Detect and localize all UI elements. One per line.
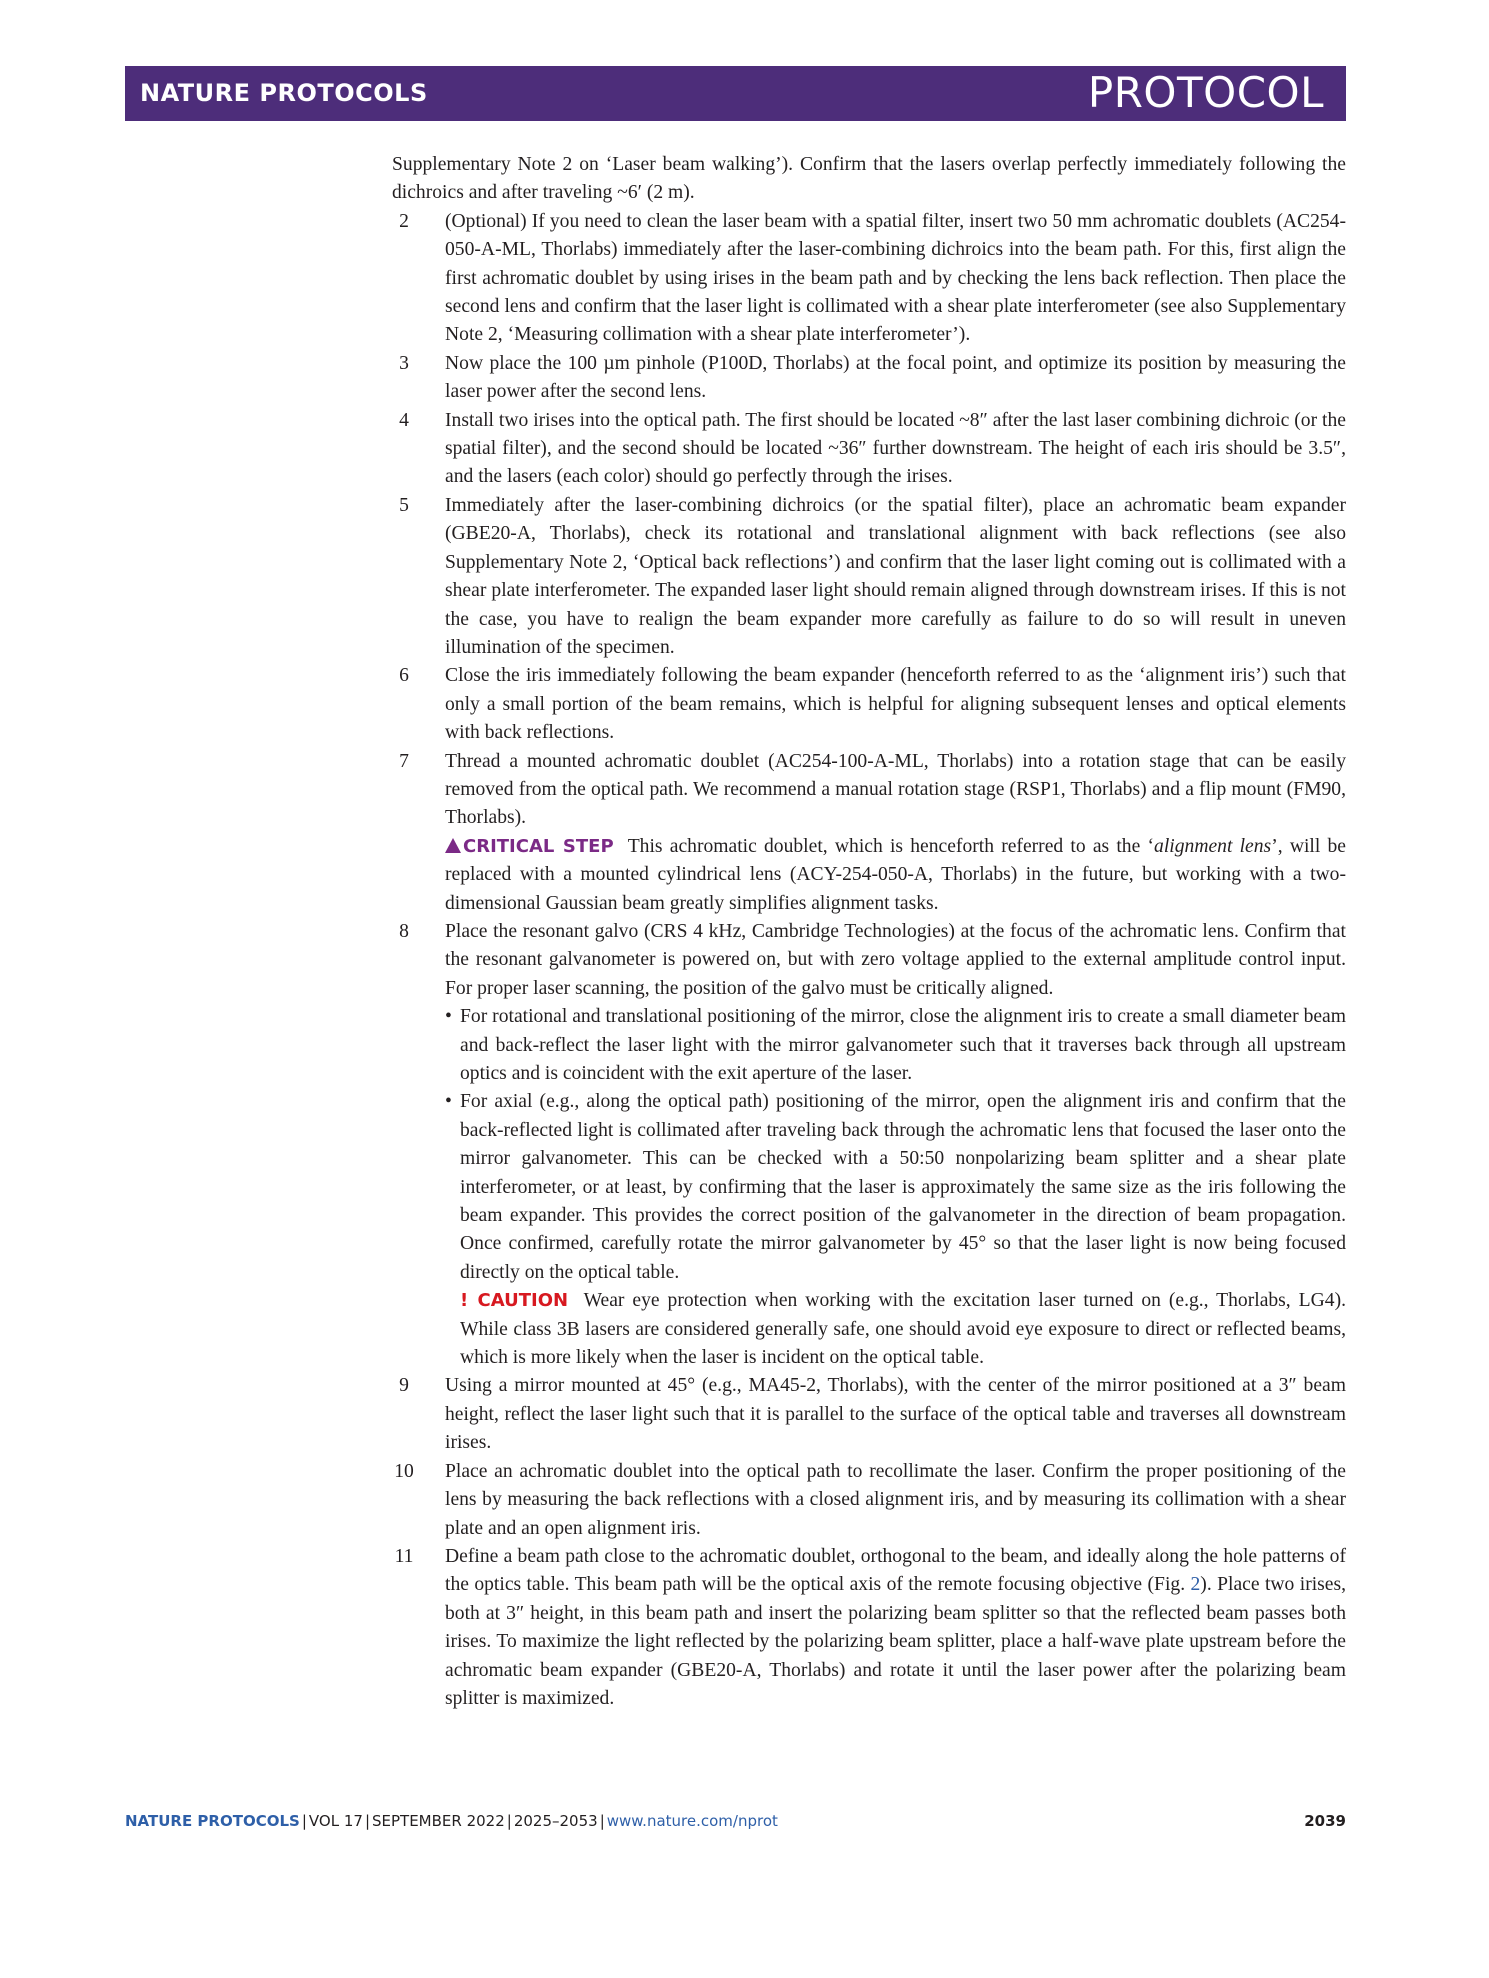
bullet-text: For rotational and translational positioning of the mirror, close the alignment iris to create a small diameter beam and back-reflect the laser light with the mirror galvanometer such that it traverses back through all upstream optics and is coincident with the exit aperture of the laser. [460, 1006, 1346, 1084]
step-text: Install two irises into the optical path. The first should be located ~8″ after the last laser combining dichroic (or the spatial filter), and the second should be located ~36″ further downstream. The height of each iris should be 3.5″, and the lasers (each color) should go perfectly through the irises. [445, 409, 1346, 488]
step-text: Define a beam path close to the achromatic doublet, orthogonal to the beam, and ideally along the hole patterns of the optics table. This beam path will be the optical axis of the remote focusing objective (Fig. 2). Place two irises, both at 3″ height, in this beam path and insert the polarizing beam splitter so that the reflected beam passes both irises. To maximize the light reflected by the polarizing beam splitter, place a half-wave plate upstream before the achromatic beam expander (GBE20-A, Thorlabs) and rotate it until the laser power after the polarizing beam splitter is maximized. [445, 1545, 1347, 1709]
continued-paragraph: Supplementary Note 2 on ‘Laser beam walking’). Confirm that the lasers overlap perfectly immediately following the dichroics and after traveling ~6′ (2 m). [392, 154, 1346, 204]
caution-note: ! CAUTION Wear eye protection when working with the excitation laser turned on (e.g., Thorlabs, LG4). While class 3B lasers are considered generally safe, one should avoid eye exposure to direct or reflected beams, which is more likely when the laser is incident on the optical table. [460, 1290, 1346, 1369]
warning-triangle-icon [445, 838, 461, 853]
bullet-item [445, 1088, 1346, 1287]
footer-pages: 2025–2053 [513, 1812, 598, 1830]
step-4 [392, 407, 1346, 492]
step-text: Place the resonant galvo (CRS 4 kHz, Cambridge Technologies) at the focus of the achromatic lens. Confirm that the resonant galvanometer is powered on, but with zero voltage applied to the external amplitude control input. For proper laser scanning, the position of the galvo must be critically aligned. [445, 920, 1346, 999]
step-number: 9 [399, 1375, 409, 1397]
step-9 [392, 1372, 1346, 1457]
step-5 [392, 492, 1346, 662]
step-number: 3 [399, 352, 409, 374]
journal-name: NATURE PROTOCOLS [140, 79, 428, 107]
caution-label: ! CAUTION [460, 1290, 569, 1312]
article-type: PROTOCOL [1087, 68, 1324, 117]
bullet-item [445, 1003, 1346, 1088]
step-number: 4 [399, 409, 409, 431]
step-text: Place an achromatic doublet into the optical path to recollimate the laser. Confirm the proper positioning of the lens by measuring the back reflections with a closed alignment iris, and by measuring its collimation with a shear plate and an open alignment iris. [445, 1460, 1346, 1539]
step-text: Close the iris immediately following the beam expander (henceforth referred to as the ‘alignment iris’) such that only a small portion of the beam remains, which is helpful for aligning subsequent lenses and optical elements with back reflections. [445, 665, 1346, 744]
bullet-icon: • [445, 1091, 452, 1113]
step-text: Using a mirror mounted at 45° (e.g., MA45-2, Thorlabs), with the center of the mirror positioned at a 3″ beam height, reflect the laser light such that it is parallel to the surface of the optical table and traverses all downstream irises. [445, 1375, 1346, 1454]
step-number: 2 [399, 210, 409, 232]
step-number: 7 [399, 750, 409, 772]
step-2 [392, 208, 1346, 350]
step-10 [392, 1458, 1346, 1543]
footer-date: SEPTEMBER 2022 [372, 1812, 505, 1830]
step-text: Now place the 100 µm pinhole (P100D, Thorlabs) at the focal point, and optimize its position by measuring the laser power after the second lens. [445, 352, 1346, 403]
footer-journal: NATURE PROTOCOLS [125, 1812, 300, 1830]
footer-url-link[interactable]: www.nature.com/nprot [606, 1812, 778, 1830]
step-6 [392, 662, 1346, 747]
header-bar [125, 66, 1346, 121]
step-8 [392, 918, 1346, 1373]
step-text: (Optional) If you need to clean the laser beam with a spatial filter, insert two 50 mm achromatic doublets (AC254-050-A-ML, Thorlabs) immediately after the laser-combining dichroics into the beam path. For this, first align the first achromatic doublet by using irises in the beam path and by checking the lens back reflection. Then place the second lens and confirm that the laser light is collimated with a shear plate interferometer (see also Supplementary Note 2, ‘Measuring collimation with a shear plate interferometer’). [445, 210, 1346, 346]
step-number: 11 [394, 1545, 414, 1567]
alignment-lens-term: alignment lens [1154, 835, 1272, 857]
footer [125, 1812, 1346, 1836]
step-number: 6 [399, 665, 409, 687]
footer-citation: NATURE PROTOCOLS | VOL 17 | SEPTEMBER 2022 | 2025–2053 | www.nature.com/nprot [125, 1812, 778, 1830]
step-11 [392, 1543, 1346, 1713]
main-content [392, 151, 1346, 1713]
step-text: Thread a mounted achromatic doublet (AC254-100-A-ML, Thorlabs) into a rotation stage that can be easily removed from the optical path. We recommend a manual rotation stage (RSP1, Thorlabs) and a flip mount (FM90, Thorlabs). [445, 750, 1346, 829]
critical-step-label: CRITICAL STEP [445, 836, 614, 857]
page-number: 2039 [1304, 1812, 1346, 1830]
step-number: 5 [399, 494, 409, 516]
bullet-icon: • [445, 1006, 452, 1028]
step-7 [392, 748, 1346, 918]
footer-volume: VOL 17 [308, 1812, 363, 1830]
step-number: 10 [394, 1460, 414, 1482]
critical-step-note: CRITICAL STEP This achromatic doublet, which is henceforth referred to as the ‘alignment lens’, will be replaced with a mounted cylindrical lens (ACY-254-050-A, Thorlabs) in the future, but working with a two-dimensional Gaussian beam greatly simplifies alignment tasks. [445, 835, 1346, 914]
bullet-text: For axial (e.g., along the optical path) positioning of the mirror, open the alignment iris and confirm that the back-reflected light is collimated after traveling back through the achromatic lens that focused the laser onto the mirror galvanometer. This can be checked with a 50:50 nonpolarizing beam splitter and a shear plate interferometer, or at least, by confirming that the laser is approximately the same size as the iris following the beam expander. This provides the correct position of the galvanometer in the direction of beam propagation. Once confirmed, carefully rotate the mirror galvanometer by 45° so that the laser light is now being focused directly on the optical table. [460, 1091, 1346, 1283]
step-text: Immediately after the laser-combining dichroics (or the spatial filter), place an achromatic beam expander (GBE20-A, Thorlabs), check its rotational and translational alignment with back reflections (see also Supplementary Note 2, ‘Optical back reflections’) and confirm that the laser light coming out is collimated with a shear plate interferometer. The expanded laser light should remain aligned through downstream irises. If this is not the case, you have to realign the beam expander more carefully as failure to do so will result in uneven illumination of the specimen. [445, 494, 1346, 658]
step-number: 8 [399, 920, 409, 942]
figure-2-link[interactable]: 2 [1190, 1574, 1201, 1596]
step-3 [392, 350, 1346, 407]
